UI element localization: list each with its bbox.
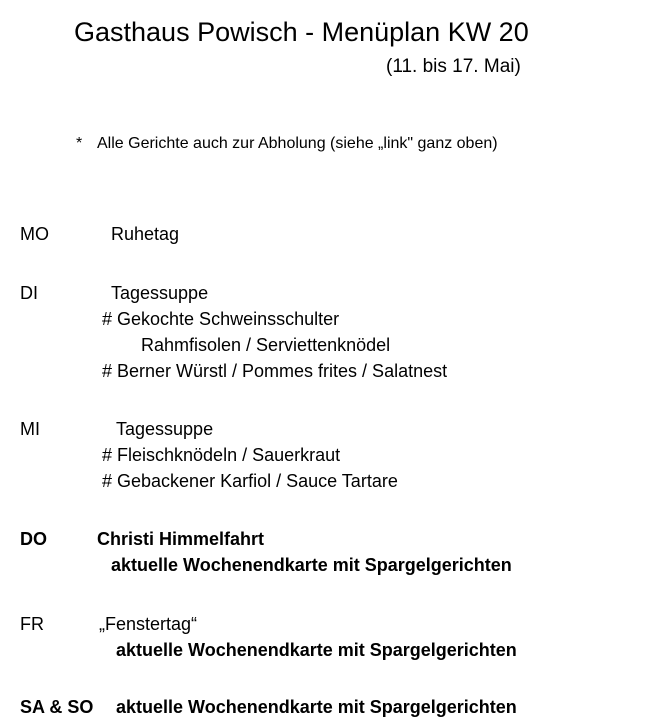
menu-line-di-3: Rahmfisolen / Serviettenknödel <box>141 335 391 355</box>
date-range: (11. bis 17. Mai) <box>386 56 521 77</box>
menu-line-do-2: aktuelle Wochenendkarte mit Spargelgerichten <box>111 555 512 575</box>
menu-line-di-2: # Gekochte Schweinsschulter <box>102 309 340 329</box>
menu-line-mo-1: Ruhetag <box>111 224 180 244</box>
menu-line-mi-2: # Fleischknödeln / Sauerkraut <box>102 445 341 465</box>
page-title: Gasthaus Powisch - Menüplan KW 20 <box>74 17 529 47</box>
day-label-di: DI <box>20 283 38 303</box>
day-label-do: DO <box>20 529 47 549</box>
menu-line-saso-1: aktuelle Wochenendkarte mit Spargelgerichten <box>116 697 517 717</box>
note-text: Alle Gerichte auch zur Abholung (siehe „link" ganz oben) <box>97 135 498 152</box>
note-marker: * <box>76 135 83 152</box>
menu-line-mi-3: # Gebackener Karfiol / Sauce Tartare <box>102 471 398 491</box>
menu-line-mi-1: Tagessuppe <box>116 419 214 439</box>
day-label-mi: MI <box>20 419 40 439</box>
menu-line-di-1: Tagessuppe <box>111 283 209 303</box>
menu-line-do-1: Christi Himmelfahrt <box>97 529 265 549</box>
day-label-mo: MO <box>20 224 49 244</box>
day-label-fr: FR <box>20 614 44 634</box>
menu-line-fr-2: aktuelle Wochenendkarte mit Spargelgerichten <box>116 640 517 660</box>
menu-line-fr-1: „Fenstertag“ <box>99 614 198 634</box>
day-label-saso: SA & SO <box>20 697 94 717</box>
menu-line-di-4: # Berner Würstl / Pommes frites / Salatnest <box>102 361 448 381</box>
